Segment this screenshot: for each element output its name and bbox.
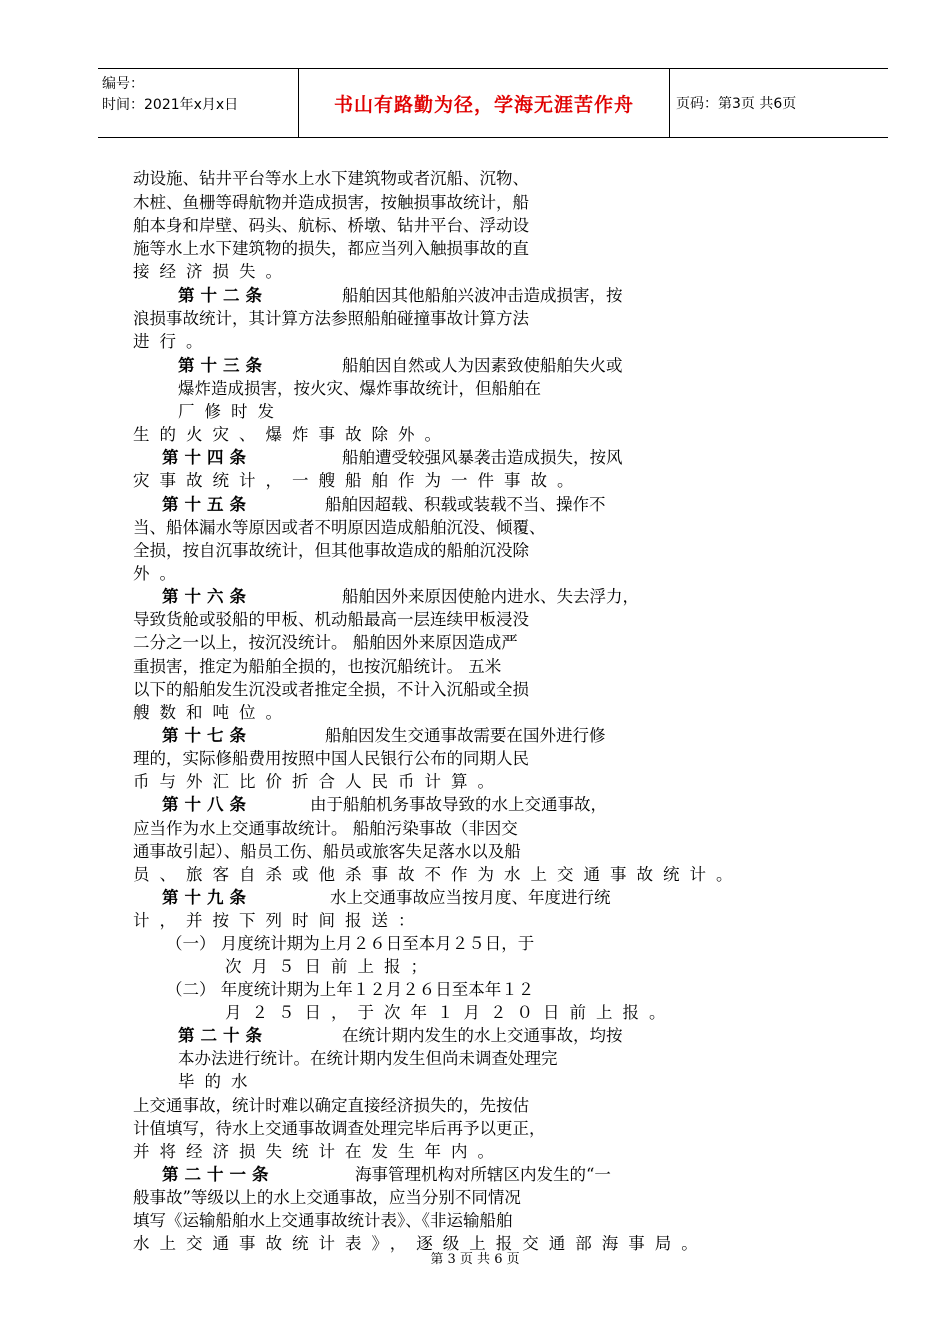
- article-text-line: 船舶遭受较强风暴袭击造成损失，按风: [342, 448, 623, 467]
- body-text-line: 币与外汇比价折合人民币计算。: [133, 772, 504, 791]
- body-text-line: 舶本身和岸壁、码头、航标、桥墩、钻井平台、浮动设: [133, 216, 529, 235]
- page-footer: 第 3 页 共 6 页: [430, 1252, 520, 1267]
- article-text-line: 由于船舶机务事故导致的水上交通事故，: [310, 795, 607, 814]
- body-text-line: 水上交通事故统计表》，逐级上报交通部海事局。: [133, 1234, 708, 1253]
- body-text-line: 厂修时发: [178, 402, 284, 421]
- body-text-line: 外。: [133, 564, 186, 583]
- article-heading: 第十四条: [162, 448, 252, 467]
- article-heading: 第二十一条: [162, 1165, 275, 1184]
- body-text-line: 应当作为水上交通事故统计。 船舶污染事故（非因交: [133, 819, 518, 838]
- body-text-line: 以下的船舶发生沉没或者推定全损，不计入沉船或全损: [133, 680, 529, 699]
- article-text-line: 海事管理机构对所辖区内发生的“一: [355, 1165, 611, 1184]
- body-text-line: 进行。: [133, 332, 213, 351]
- body-text-line: 毕的水: [178, 1072, 258, 1091]
- body-text-line: 全损，按自沉事故统计，但其他事故造成的船舶沉没除: [133, 541, 529, 560]
- article-text-line: 船舶因超载、积载或装载不当、操作不: [325, 495, 606, 514]
- document-number-label: 编号：: [102, 76, 144, 92]
- body-text-line: 上交通事故，统计时难以确定直接经济损失的，先按估: [133, 1096, 529, 1115]
- article-text-line: 船舶因自然或人为因素致使船舶失火或: [342, 356, 623, 375]
- body-text-line: 员、旅客自杀或他杀事故不作为水上交通事故统计。: [133, 865, 743, 884]
- header-motto: 书山有路勤为径，学海无涯苦作舟: [299, 69, 670, 137]
- body-text-line: 施等水上水下建筑物的损失，都应当列入触损事故的直: [133, 239, 529, 258]
- article-heading: 第十二条: [178, 286, 268, 305]
- body-text-line: 重损害，推定为船舶全损的，也按沉船统计。 五米: [133, 657, 502, 676]
- article-heading: 第十六条: [162, 587, 252, 606]
- body-text-line: 本办法进行统计。在统计期内发生但尚未调查处理完: [178, 1049, 558, 1068]
- header-page-info: 页码：第3页 共6页: [676, 96, 797, 112]
- body-text-line: 导致货舱或驳船的甲板、机动船最高一层连续甲板浸没: [133, 610, 529, 629]
- article-heading: 第十七条: [162, 726, 252, 745]
- body-text-line: 动设施、钻井平台等水上水下建筑物或者沉船、沉物、: [133, 169, 529, 188]
- article-heading: 第二十条: [178, 1026, 268, 1045]
- article-heading: 第十九条: [162, 888, 252, 907]
- body-text-line: 接经济损失。: [133, 262, 292, 281]
- article-text-line: 船舶因发生交通事故需要在国外进行修: [325, 726, 606, 745]
- header-meta: [98, 69, 299, 137]
- body-text-line: 计值填写，待水上交通事故调查处理完毕后再予以更正，: [133, 1119, 546, 1138]
- body-text-line: 当、船体漏水等原因或者不明原因造成船舶沉没、倾覆、: [133, 518, 546, 537]
- body-text-line: 通事故引起）、船员工伤、船员或旅客失足落水以及船: [133, 842, 521, 861]
- document-time-label: 时间：2021年x月x日: [102, 97, 239, 113]
- body-text-line: 艘数和吨位。: [133, 703, 292, 722]
- body-text-line: 填写《运输船舶水上交通事故统计表》、《非运输船舶: [133, 1211, 513, 1230]
- body-text-line: 爆炸造成损害，按火灾、爆炸事故统计，但船舶在: [178, 379, 541, 398]
- article-heading: 第十五条: [162, 495, 252, 514]
- article-text-line: 船舶因外来原因使舱内进水、失去浮力，: [342, 587, 639, 606]
- body-text-line: 浪损事故统计，其计算方法参照船舶碰撞事故计算方法: [133, 309, 529, 328]
- body-text-line: （一） 月度统计期为上月２６日至本月２５日，于: [166, 934, 535, 953]
- body-text-line: 并将经济损失统计在发生年内。: [133, 1142, 504, 1161]
- body-text-line: 般事故”等级以上的水上交通事故，应当分别不同情况: [133, 1188, 521, 1207]
- body-text-line: 生的火灾、爆炸事故除外。: [133, 425, 451, 444]
- article-text-line: 在统计期内发生的水上交通事故，均按: [342, 1026, 623, 1045]
- article-heading: 第十三条: [178, 356, 268, 375]
- body-text-line: 次月５日前上报；: [225, 957, 437, 976]
- article-heading: 第十八条: [162, 795, 252, 814]
- body-text-line: 计，并按下列时间报送：: [133, 911, 425, 930]
- body-text-line: 月２５日，于次年１月２０日前上报。: [225, 1003, 676, 1022]
- article-text-line: 船舶因其他船舶兴波冲击造成损害，按: [342, 286, 623, 305]
- body-text-line: （二） 年度统计期为上年１２月２６日至本年１２: [166, 980, 535, 999]
- body-text-line: 灾事故统计，一艘船舶作为一件事故。: [133, 471, 584, 490]
- body-text-line: 木桩、鱼栅等碍航物并造成损害，按触损事故统计，船: [133, 193, 529, 212]
- body-text-line: 二分之一以上，按沉没统计。 船舶因外来原因造成严: [133, 633, 518, 652]
- page-header: [98, 68, 888, 138]
- body-text-line: 理的，实际修船费用按照中国人民银行公布的同期人民: [133, 749, 529, 768]
- article-text-line: 水上交通事故应当按月度、年度进行统: [330, 888, 611, 907]
